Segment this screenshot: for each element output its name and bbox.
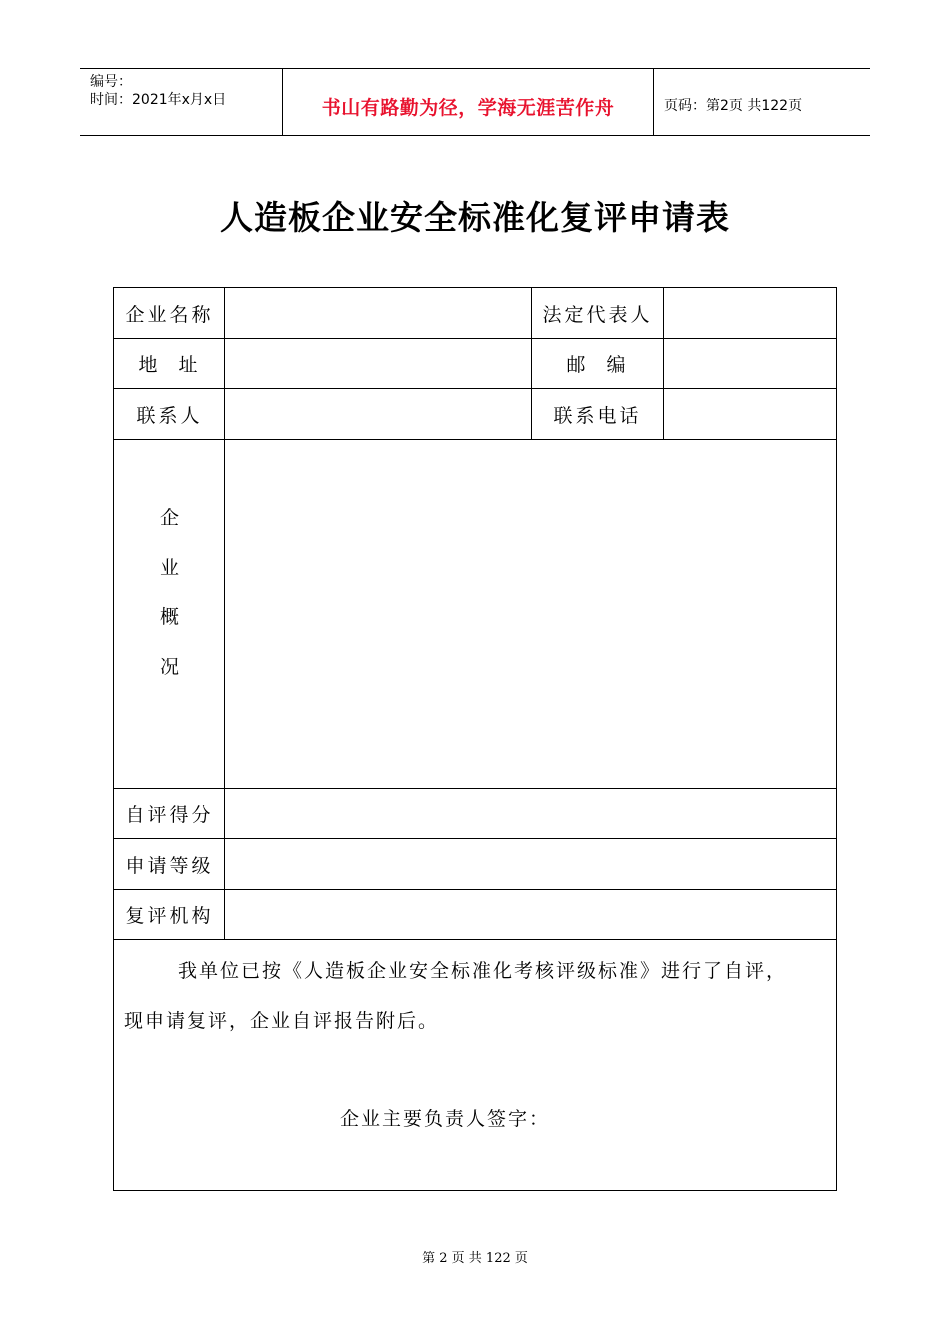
review-org-field[interactable]: [225, 890, 836, 939]
header-motto: 书山有路勤为径，学海无涯苦作舟: [321, 97, 615, 119]
overview-label-char: 概: [159, 606, 179, 628]
header-meta-cell: [80, 69, 282, 135]
declaration-line-1: 我单位已按《人造板企业安全标准化考核评级标准》进行了自评，: [178, 960, 788, 982]
self-score-label: 自评得分: [125, 804, 214, 826]
declaration-line-2: 现申请复评，企业自评报告附后。: [124, 1010, 440, 1032]
document-header: [80, 68, 870, 136]
overview-field[interactable]: [225, 440, 836, 788]
header-motto-cell: [282, 69, 654, 135]
legal-rep-field[interactable]: [664, 288, 836, 338]
review-org-label: 复评机构: [125, 905, 214, 927]
row-divider: [114, 939, 836, 940]
postcode-field[interactable]: [664, 339, 836, 388]
phone-field[interactable]: [664, 389, 836, 439]
address-label: 地 址: [138, 354, 201, 376]
page-title: 人造板企业安全标准化复评申请表: [220, 198, 730, 237]
signature-label: 企业主要负责人签字：: [340, 1108, 551, 1130]
document-date: 时间：2021年x月x日: [90, 92, 227, 108]
overview-label-char: 业: [159, 557, 179, 579]
document-number-label: 编号：: [90, 74, 132, 90]
apply-level-label: 申请等级: [125, 855, 214, 877]
address-field[interactable]: [225, 339, 531, 388]
phone-label: 联系电话: [553, 405, 642, 427]
self-score-field[interactable]: [225, 789, 836, 838]
overview-label-char: 况: [159, 656, 179, 678]
header-page-cell: [654, 69, 870, 135]
postcode-label: 邮 编: [566, 354, 629, 376]
legal-rep-label: 法定代表人: [542, 304, 653, 326]
page-footer: 第 2 页 共 122 页: [422, 1251, 528, 1266]
header-page-info: 页码：第2页 共122页: [664, 98, 803, 114]
apply-level-field[interactable]: [225, 839, 836, 889]
contact-label: 联系人: [136, 405, 203, 427]
contact-field[interactable]: [225, 389, 531, 439]
application-form-table: [113, 287, 837, 1191]
company-name-label: 企业名称: [125, 304, 214, 326]
overview-label-char: 企: [159, 507, 179, 529]
company-name-field[interactable]: [225, 288, 531, 338]
